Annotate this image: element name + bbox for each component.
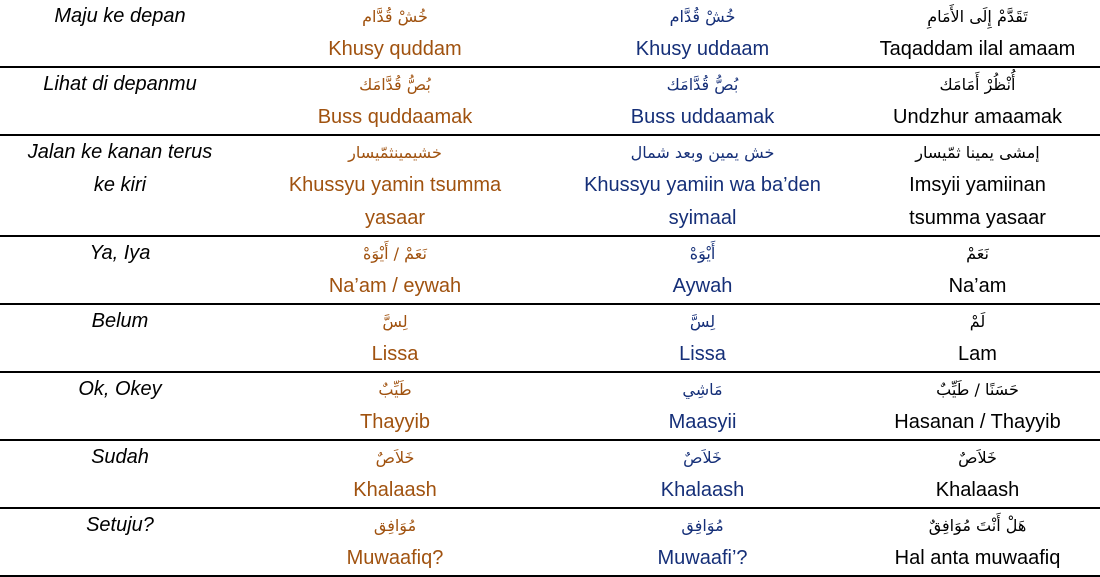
egyptian-transliteration: yasaar	[364, 207, 426, 229]
egyptian-cell	[240, 441, 550, 507]
egyptian-cell	[240, 136, 550, 235]
indonesian-meaning: Lihat di depanmu	[43, 73, 197, 95]
fusha-transliteration: Hasanan / Thayyib	[894, 411, 1061, 433]
indonesian-meaning-cell	[0, 0, 240, 33]
table-row	[0, 441, 1100, 509]
fusha-cell	[855, 373, 1100, 439]
fusha-arabic-text: هَلْ أَنْتَ مُوَافِقٌ	[928, 516, 1027, 535]
levantine-cell	[550, 68, 855, 134]
levantine-cell	[550, 441, 855, 507]
levantine-transliteration: Khalaash	[660, 479, 745, 501]
indonesian-meaning: ke kiri	[93, 174, 147, 196]
levantine-transliteration: Khusy uddaam	[635, 38, 770, 60]
levantine-transliteration: Lissa	[679, 343, 726, 365]
levantine-transliteration: Maasyii	[668, 411, 737, 433]
fusha-transliteration: Khalaash	[935, 479, 1020, 501]
fusha-transliteration: Na’am	[948, 275, 1007, 297]
egyptian-transliteration: Khussyu yamin tsumma	[288, 174, 502, 196]
indonesian-meaning-cell	[0, 305, 240, 338]
egyptian-arabic-text: بُصُّ قُدَّامَك	[359, 75, 431, 94]
fusha-arabic-text: لَمْ	[969, 312, 986, 331]
levantine-transliteration: Aywah	[672, 275, 733, 297]
egyptian-cell	[240, 237, 550, 303]
egyptian-cell	[240, 373, 550, 439]
fusha-transliteration: Taqaddam ilal amaam	[879, 38, 1076, 60]
fusha-cell	[855, 305, 1100, 371]
indonesian-meaning-cell	[0, 509, 240, 542]
levantine-transliteration: Muwaafi’?	[657, 547, 748, 569]
indonesian-meaning-cell	[0, 68, 240, 101]
egyptian-transliteration: Muwaafiq?	[346, 547, 444, 569]
egyptian-cell	[240, 509, 550, 575]
indonesian-meaning: Sudah	[91, 446, 149, 468]
table-row	[0, 68, 1100, 136]
fusha-cell	[855, 136, 1100, 235]
fusha-transliteration: Imsyii yamiinan	[909, 174, 1046, 196]
indonesian-meaning-cell	[0, 441, 240, 474]
fusha-arabic-text: خَلاَصٌ	[958, 448, 997, 467]
indonesian-meaning: Ok, Okey	[78, 378, 162, 400]
levantine-cell	[550, 373, 855, 439]
egyptian-transliteration: Buss quddaamak	[317, 106, 473, 128]
fusha-transliteration: Undzhur amaamak	[893, 106, 1062, 128]
table-row	[0, 237, 1100, 305]
levantine-arabic-text: مُوَافِق	[681, 516, 724, 535]
levantine-cell	[550, 136, 855, 235]
egyptian-arabic-text: مُوَافِق	[373, 516, 417, 535]
table-row	[0, 305, 1100, 373]
egyptian-transliteration: Na’am / eywah	[328, 275, 462, 297]
levantine-arabic-text: خش يمين وبعد شمال	[630, 143, 775, 162]
levantine-arabic-text: خَلاَصٌ	[683, 448, 722, 467]
egyptian-arabic-text: خَلاَصٌ	[375, 448, 415, 467]
levantine-transliteration: Buss uddaamak	[630, 106, 775, 128]
fusha-transliteration: Lam	[958, 343, 997, 365]
fusha-arabic-text: إمشى يمينا ثمّيسار	[915, 143, 1040, 162]
egyptian-cell	[240, 305, 550, 371]
levantine-transliteration: syimaal	[668, 207, 737, 229]
levantine-arabic-text: أَيْوَهْ	[689, 244, 716, 263]
levantine-arabic-text: لِسَّ	[689, 312, 716, 331]
levantine-arabic-text: مَاشِي	[682, 380, 723, 399]
fusha-cell	[855, 0, 1100, 66]
indonesian-meaning: Maju ke depan	[54, 5, 186, 27]
egyptian-transliteration: Thayyib	[359, 411, 431, 433]
indonesian-meaning-cell	[0, 373, 240, 406]
fusha-transliteration: tsumma yasaar	[909, 207, 1046, 229]
levantine-cell	[550, 305, 855, 371]
table-row	[0, 136, 1100, 237]
egyptian-transliteration: Khusy quddam	[328, 38, 462, 60]
egyptian-arabic-text: نَعَمْ / أَيْوَهْ	[363, 244, 427, 263]
indonesian-meaning: Ya, Iya	[89, 242, 151, 264]
table-row	[0, 373, 1100, 441]
fusha-arabic-text: أُنْظُرْ أَمَامَك	[939, 75, 1016, 94]
levantine-transliteration: Khussyu yamiin wa ba’den	[584, 174, 821, 196]
indonesian-meaning: Setuju?	[86, 514, 154, 536]
fusha-arabic-text: نَعَمْ	[966, 244, 989, 263]
table-row	[0, 0, 1100, 68]
fusha-cell	[855, 441, 1100, 507]
egyptian-arabic-text: خُشْ قُدَّام	[362, 7, 428, 26]
egyptian-cell	[240, 68, 550, 134]
fusha-cell	[855, 509, 1100, 575]
fusha-transliteration: Hal anta muwaafiq	[894, 547, 1061, 569]
indonesian-meaning: Jalan ke kanan terus	[27, 141, 213, 163]
levantine-arabic-text: بُصُّ قُدَّامَك	[666, 75, 739, 94]
egyptian-arabic-text: لِسَّ	[382, 312, 408, 331]
levantine-cell	[550, 237, 855, 303]
indonesian-meaning-cell	[0, 237, 240, 270]
egyptian-transliteration: Lissa	[371, 343, 419, 365]
levantine-cell	[550, 0, 855, 66]
fusha-cell	[855, 68, 1100, 134]
egyptian-arabic-text: طَيِّبٌ	[378, 380, 412, 399]
egyptian-cell	[240, 0, 550, 66]
egyptian-transliteration: Khalaash	[353, 479, 437, 501]
indonesian-meaning: Belum	[91, 310, 149, 332]
table-row	[0, 509, 1100, 577]
fusha-arabic-text: حَسَنًا / طَيِّبٌ	[936, 380, 1019, 399]
levantine-cell	[550, 509, 855, 575]
levantine-arabic-text: خُشْ قُدَّام	[669, 7, 736, 26]
indonesian-meaning-cell	[0, 136, 240, 202]
egyptian-arabic-text: خشيمينثمّيسار	[348, 143, 442, 162]
fusha-cell	[855, 237, 1100, 303]
fusha-arabic-text: تَقَدَّمْ إِلَى الأَمَامِ	[927, 7, 1028, 26]
